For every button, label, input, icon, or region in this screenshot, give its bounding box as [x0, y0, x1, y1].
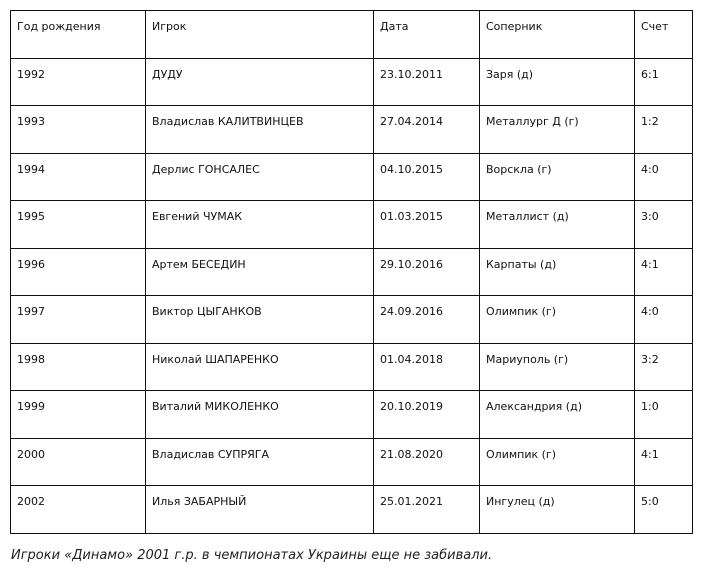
cell-player: Артем БЕСЕДИН: [146, 248, 374, 296]
cell-opponent: Металлист (д): [480, 201, 635, 249]
header-date: Дата: [374, 11, 480, 59]
cell-player: Владислав СУПРЯГА: [146, 438, 374, 486]
cell-score: 1:2: [635, 106, 693, 154]
cell-date: 25.01.2021: [374, 486, 480, 534]
cell-score: 3:2: [635, 343, 693, 391]
header-player: Игрок: [146, 11, 374, 59]
cell-opponent: Заря (д): [480, 58, 635, 106]
table-row: [11, 486, 693, 534]
cell-opponent: Металлург Д (г): [480, 106, 635, 154]
cell-birth-year: 2000: [11, 438, 146, 486]
table-row: [11, 58, 693, 106]
cell-score: 5:0: [635, 486, 693, 534]
cell-player: Илья ЗАБАРНЫЙ: [146, 486, 374, 534]
cell-score: 4:1: [635, 248, 693, 296]
cell-date: 24.09.2016: [374, 296, 480, 344]
cell-date: 01.04.2018: [374, 343, 480, 391]
table-row: [11, 296, 693, 344]
table-body: [11, 58, 693, 533]
goals-table-container: [10, 10, 692, 534]
cell-player: Дерлис ГОНСАЛЕС: [146, 153, 374, 201]
cell-score: 6:1: [635, 58, 693, 106]
cell-player: Виктор ЦЫГАНКОВ: [146, 296, 374, 344]
cell-opponent: Мариуполь (г): [480, 343, 635, 391]
cell-player: Евгений ЧУМАК: [146, 201, 374, 249]
cell-score: 3:0: [635, 201, 693, 249]
table-row: [11, 391, 693, 439]
cell-birth-year: 1999: [11, 391, 146, 439]
cell-player: Николай ШАПАРЕНКО: [146, 343, 374, 391]
table-row: [11, 153, 693, 201]
cell-birth-year: 1996: [11, 248, 146, 296]
cell-date: 23.10.2011: [374, 58, 480, 106]
header-birth-year: Год рождения: [11, 11, 146, 59]
footnote: Игроки «Динамо» 2001 г.р. в чемпионатах Украины еще не забивали.: [11, 548, 493, 563]
cell-opponent: Олимпик (г): [480, 438, 635, 486]
cell-date: 21.08.2020: [374, 438, 480, 486]
cell-player: Виталий МИКОЛЕНКО: [146, 391, 374, 439]
cell-date: 04.10.2015: [374, 153, 480, 201]
cell-birth-year: 1998: [11, 343, 146, 391]
header-score: Счет: [635, 11, 693, 59]
cell-opponent: Александрия (д): [480, 391, 635, 439]
table-row: [11, 438, 693, 486]
cell-score: 4:0: [635, 296, 693, 344]
cell-birth-year: 1995: [11, 201, 146, 249]
cell-date: 27.04.2014: [374, 106, 480, 154]
cell-birth-year: 1993: [11, 106, 146, 154]
cell-opponent: Ворскла (г): [480, 153, 635, 201]
cell-birth-year: 1992: [11, 58, 146, 106]
cell-score: 4:0: [635, 153, 693, 201]
cell-birth-year: 1997: [11, 296, 146, 344]
cell-player: Владислав КАЛИТВИНЦЕВ: [146, 106, 374, 154]
cell-opponent: Ингулец (д): [480, 486, 635, 534]
cell-opponent: Олимпик (г): [480, 296, 635, 344]
cell-date: 29.10.2016: [374, 248, 480, 296]
cell-date: 20.10.2019: [374, 391, 480, 439]
table-row: [11, 201, 693, 249]
cell-score: 4:1: [635, 438, 693, 486]
cell-player: ДУДУ: [146, 58, 374, 106]
first-goals-table: [10, 10, 693, 534]
cell-birth-year: 1994: [11, 153, 146, 201]
cell-score: 1:0: [635, 391, 693, 439]
table-row: [11, 343, 693, 391]
cell-opponent: Карпаты (д): [480, 248, 635, 296]
cell-date: 01.03.2015: [374, 201, 480, 249]
table-row: [11, 106, 693, 154]
cell-birth-year: 2002: [11, 486, 146, 534]
table-header-row: [11, 11, 693, 59]
header-opponent: Соперник: [480, 11, 635, 59]
table-row: [11, 248, 693, 296]
